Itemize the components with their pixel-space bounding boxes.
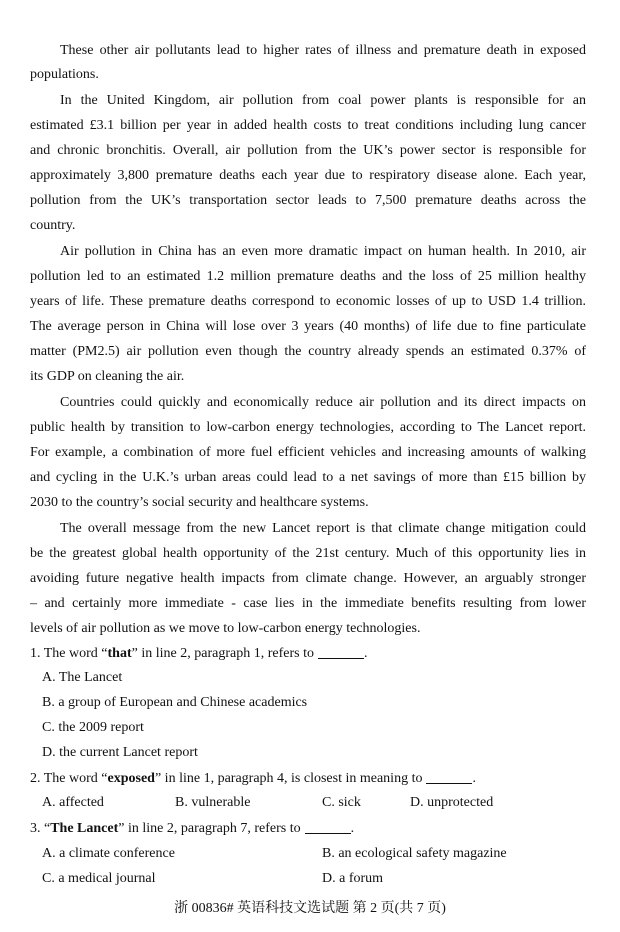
question-number: 1. — [30, 646, 41, 661]
passage-line: levels of air pollution as we move to low-carbon energy technologies. — [30, 621, 421, 636]
option-1a: A. The Lancet — [42, 670, 123, 685]
option-3d: D. a forum — [322, 871, 384, 886]
question-3 — [30, 816, 354, 841]
answer-blank — [318, 644, 364, 659]
passage-line: pollution led to an estimated 1.2 million premature deaths and the loss of 25 million healthy — [30, 269, 586, 284]
passage-line: public health by transition to low-carbon energy technologies, according to The Lancet report. — [30, 420, 586, 435]
passage-line: – and certainly more immediate - case lies in the immediate benefits resulting from lower — [30, 596, 586, 611]
passage-line: country. — [30, 218, 76, 233]
passage-line: The overall message from the new Lancet report is that climate change mitigation could — [60, 521, 586, 536]
passage-line: The average person in China will lose over 3 years (40 months) of life due to fine particulate — [30, 319, 586, 334]
passage-line: avoiding future negative health impacts from climate change. However, an arguably stronger — [30, 571, 586, 586]
question-pre: “ — [44, 821, 51, 836]
page-footer: 浙 00836# 英语科技文选试题 第 2 页(共 7 页) — [174, 901, 446, 916]
question-2 — [30, 766, 476, 791]
question-term: exposed — [107, 771, 155, 786]
passage-line: its GDP on cleaning the air. — [30, 369, 185, 384]
option-1c: C. the 2009 report — [42, 720, 144, 735]
question-pre: The word “ — [43, 771, 108, 786]
passage-line: Countries could quickly and economically reduce air pollution and its direct impacts on — [60, 395, 586, 410]
option-1d: D. the current Lancet report — [42, 745, 198, 760]
passage-line: approximately 3,800 premature deaths each year due to respiratory disease alone. Each year, — [30, 168, 586, 183]
passage-line: In the United Kingdom, air pollution from coal power plants is responsible for an — [60, 93, 586, 108]
option-2b: B. vulnerable — [175, 795, 251, 810]
answer-blank — [305, 819, 351, 834]
passage-line: be the greatest global health opportunity of the 21st century. Much of this opportunity lies in — [30, 546, 586, 561]
question-post: ” in line 1, paragraph 4, is closest in meaning to — [154, 771, 423, 786]
question-end: . — [472, 771, 476, 786]
passage-line: Air pollution in China has an even more dramatic impact on human health. In 2010, air — [60, 244, 586, 259]
option-3a: A. a climate conference — [42, 846, 175, 861]
question-pre: The word “ — [43, 646, 108, 661]
question-post: ” in line 2, paragraph 7, refers to — [118, 821, 301, 836]
question-term: The Lancet — [50, 821, 119, 836]
passage-line: 2030 to the country’s social security and healthcare systems. — [30, 495, 369, 510]
passage-line: years of life. These premature deaths correspond to economic losses of up to USD 1.4 trillion. — [30, 294, 586, 309]
passage-line: For example, a combination of more fuel efficient vehicles and increasing amounts of walking — [30, 445, 586, 460]
passage-line: and chronic bronchitis. Overall, air pollution from the UK’s power sector is responsible for — [30, 143, 586, 158]
question-end: . — [363, 646, 368, 661]
option-1b: B. a group of European and Chinese academics — [42, 695, 308, 710]
question-number: 2. — [30, 771, 41, 786]
passage-line: matter (PM2.5) air pollution even though the country already spends an estimated 0.37% of — [30, 344, 586, 359]
question-number: 3. — [30, 821, 41, 836]
passage-line: pollution from the UK’s transportation sector leads to 7,500 premature deaths across the — [30, 193, 586, 208]
passage-line: and cycling in the U.K.’s urban areas could lead to a net savings of more than £15 billion by — [30, 470, 586, 485]
question-term: that — [107, 646, 132, 661]
option-3c: C. a medical journal — [42, 871, 156, 886]
option-3b: B. an ecological safety magazine — [322, 846, 507, 861]
option-2d: D. unprotected — [410, 795, 494, 810]
question-post: ” in line 2, paragraph 1, refers to — [131, 646, 314, 661]
answer-blank — [426, 769, 472, 784]
question-1 — [30, 641, 367, 666]
passage-line: estimated £3.1 billion per year in added health costs to treat conditions including lung cancer — [30, 118, 586, 133]
passage-line: populations. — [30, 67, 99, 82]
passage-line: These other air pollutants lead to higher rates of illness and premature death in exposed — [60, 43, 586, 58]
question-end: . — [350, 821, 355, 836]
option-2c: C. sick — [322, 795, 361, 810]
option-2a: A. affected — [42, 795, 104, 810]
